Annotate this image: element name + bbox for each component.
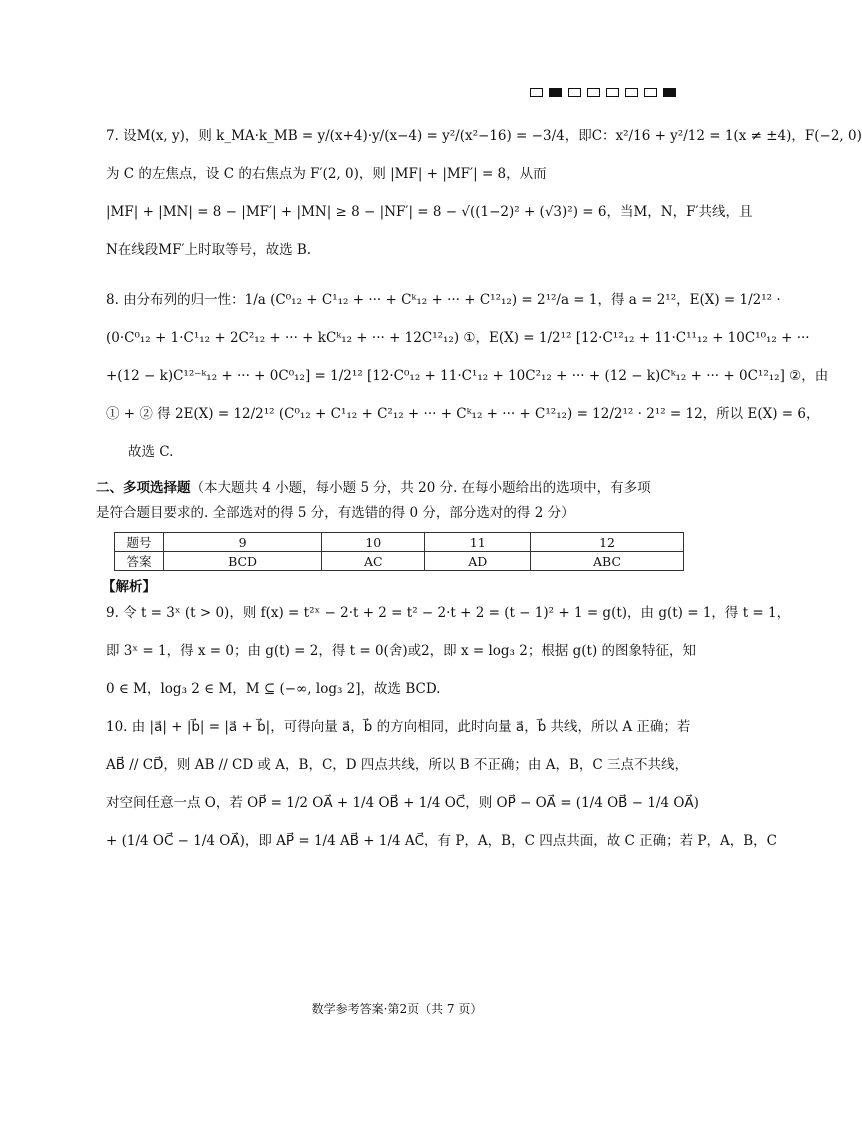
table-row — [115, 552, 684, 571]
question-8 — [106, 282, 829, 472]
header-mark-7 — [644, 88, 657, 97]
header-mark-5 — [606, 88, 619, 97]
table-cell: ABC — [531, 552, 684, 571]
table-cell: BCD — [164, 552, 322, 571]
table-cell: 10 — [322, 533, 425, 552]
header-mark-2 — [549, 88, 562, 97]
table-header-cell: 答案 — [115, 552, 164, 571]
question-10 — [106, 709, 778, 861]
question-7 — [106, 118, 862, 270]
question-9 — [106, 595, 791, 709]
q9-line-2: 即 3ˣ = 1，得 x = 0；由 g(t) = 2，得 t = 0(舍)或2，即 x = log₃ 2；根据 g(t) 的图象特征，知 — [106, 643, 697, 660]
answer-table — [114, 532, 684, 571]
table-cell: AC — [322, 552, 425, 571]
page-footer: 数学参考答案·第2页（共 7 页） — [311, 1002, 483, 1016]
q10-line-4: + (1/4 OC⃗ − 1/4 OA⃗)，即 AP⃗ = 1/4 AB⃗ + 1/4 AC⃗，有 P，A，B，C 四点共面，故 C 正确；若 P，A，B，C — [106, 833, 778, 850]
q8-line-2: (0·C⁰₁₂ + 1·C¹₁₂ + 2C²₁₂ + ··· + kCᵏ₁₂ + ··· + 12C¹²₁₂) ①，E(X) = 1/2¹² [12·C¹²₁₂ + 11·C¹¹₁₂ + 10C¹⁰₁₂ + ··· — [106, 330, 810, 347]
q7-line-1: 7. 设M(x, y)，则 k_MA·k_MB = y/(x+4)·y/(x−4) = y²/(x²−16) = −3/4，即C：x²/16 + y²/12 = 1(x ≠ ±4)，F(−2, 0) — [106, 128, 862, 145]
q8-line-1: 8. 由分布列的归一性：1/a (C⁰₁₂ + C¹₁₂ + ··· + Cᵏ₁₂ + ··· + C¹²₁₂) = 2¹²/a = 1，得 a = 2¹²，E(X) = 1/2¹² · — [106, 292, 781, 309]
section-2-desc-2: 是符合题目要求的. 全部选对的得 5 分，有选错的得 0 分，部分选对的得 2 分） — [96, 505, 575, 521]
q10-line-2: AB⃗ // CD⃗，则 AB // CD 或 A，B，C，D 四点共线，所以 B 不正确；由 A，B，C 三点不共线， — [106, 757, 688, 774]
header-mark-8 — [663, 88, 676, 97]
q10-line-3: 对空间任意一点 O，若 OP⃗ = 1/2 OA⃗ + 1/4 OB⃗ + 1/4 OC⃗，则 OP⃗ − OA⃗ = (1/4 OB⃗ − 1/4 OA⃗) — [106, 795, 699, 812]
analysis-label: 【解析】 — [102, 579, 156, 595]
header-mark-3 — [568, 88, 581, 97]
table-header-cell: 题号 — [115, 533, 164, 552]
q7-line-2: 为 C 的左焦点，设 C 的右焦点为 F′(2, 0)，则 |MF| + |MF′| = 8，从而 — [106, 166, 547, 183]
q7-line-3: |MF| + |MN| = 8 − |MF′| + |MN| ≥ 8 − |NF′| = 8 − √((1−2)² + (√3)²) = 6，当M，N，F′共线，且 — [106, 204, 753, 221]
table-cell: AD — [425, 552, 531, 571]
header-marks — [530, 88, 676, 97]
section-2-title: 二、多项选择题 — [96, 480, 191, 496]
header-mark-4 — [587, 88, 600, 97]
q8-line-4: ① + ② 得 2E(X) = 12/2¹² (C⁰₁₂ + C¹₁₂ + C²₁₂ + ··· + Cᵏ₁₂ + ··· + C¹²₁₂) = 12/2¹² · 2¹² = 12，所以 E(X) = 6， — [106, 406, 820, 423]
header-mark-6 — [625, 88, 638, 97]
section-2-header — [96, 476, 686, 526]
header-mark-1 — [530, 88, 543, 97]
answer-content — [96, 118, 862, 861]
table-cell: 12 — [531, 533, 684, 552]
table-cell: 9 — [164, 533, 322, 552]
q8-line-5: 故选 C. — [128, 444, 174, 461]
section-2-desc-1: （本大题共 4 小题，每小题 5 分，共 20 分. 在每小题给出的选项中，有多项 — [190, 480, 651, 496]
q7-line-4: N在线段MF′上时取等号，故选 B. — [106, 242, 312, 259]
q9-line-1: 9. 令 t = 3ˣ (t > 0)，则 f(x) = t²ˣ − 2·t + 2 = t² − 2·t + 2 = (t − 1)² + 1 = g(t)，由 g(t) = 1，得 t = 1， — [106, 605, 791, 622]
q8-line-3: +(12 − k)C¹²⁻ᵏ₁₂ + ··· + 0C⁰₁₂] = 1/2¹² [12·C⁰₁₂ + 11·C¹₁₂ + 10C²₁₂ + ··· + (12 − k)Cᵏ₁₂ + ··· + 0C¹²₁₂] ②，由 — [106, 368, 829, 385]
q9-line-3: 0 ∈ M，log₃ 2 ∈ M，M ⊆ (−∞, log₃ 2]，故选 BCD. — [106, 681, 441, 698]
table-cell: 11 — [425, 533, 531, 552]
q10-line-1: 10. 由 |a⃗| + |b⃗| = |a⃗ + b⃗|，可得向量 a⃗，b⃗ 的方向相同，此时向量 a⃗，b⃗ 共线，所以 A 正确；若 — [106, 719, 691, 736]
table-row — [115, 533, 684, 552]
